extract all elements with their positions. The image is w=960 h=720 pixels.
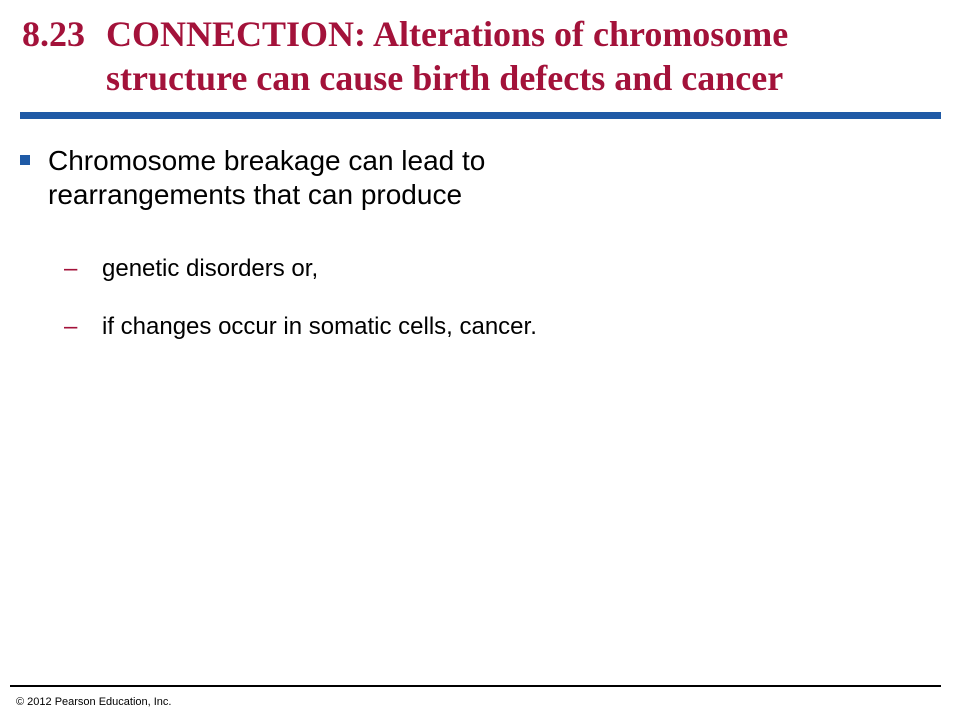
- main-bullet-line-2: rearrangements that can produce: [48, 179, 463, 210]
- square-bullet-icon: [20, 144, 48, 212]
- subbullet-text: if changes occur in somatic cells, cancer.: [102, 313, 537, 340]
- dash-icon: –: [64, 313, 78, 340]
- main-bullet: [20, 144, 920, 212]
- main-bullet-line-1: Chromosome breakage can lead to: [48, 145, 486, 176]
- footer-divider: [10, 685, 941, 687]
- subbullet-cancer: [64, 312, 904, 342]
- title-line-1-text: CONNECTION: Alterations of chromosome: [106, 14, 789, 54]
- subbullet-genetic-disorders: [64, 254, 904, 284]
- slide-title: [22, 12, 942, 100]
- dash-icon: –: [64, 255, 78, 282]
- subbullet-text: genetic disorders or,: [102, 255, 319, 282]
- main-bullet-text: [48, 144, 485, 212]
- title-divider: [20, 112, 941, 119]
- title-line-1: [22, 12, 942, 56]
- copyright-notice: © 2012 Pearson Education, Inc.: [16, 696, 172, 708]
- title-line-2: structure can cause birth defects and cancer: [106, 58, 784, 98]
- title-number: 8.23: [22, 14, 85, 54]
